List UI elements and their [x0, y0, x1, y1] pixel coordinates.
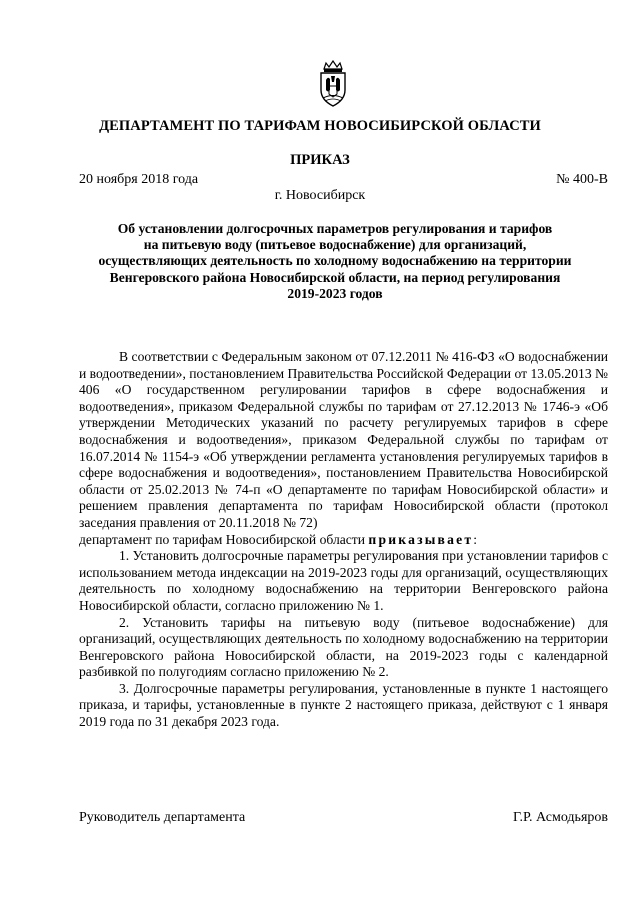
subject-line: осуществляющих деятельность по холодному водоснабжению на территории	[98, 253, 572, 269]
item-2-paragraph: 2. Установить тарифы на питьевую воду (питьевое водоснабжение) для организаций, осуществляющих деятельность по холодному водоснабжению на территории Венгеровского района Новосибирской области, на 2019-2023 годы с календарной разбивкой по полугодиям согласно приложению № 2.	[79, 614, 608, 680]
coat-of-arms-icon	[313, 60, 353, 108]
signatory-name: Г.Р. Асмодьяров	[512, 810, 608, 825]
order-subject	[70, 221, 600, 302]
order-city: г. Новосибирск	[274, 188, 366, 203]
preamble-paragraph: В соответствии с Федеральным законом от 07.12.2011 № 416-ФЗ «О водоснабжении и водоотведении», постановлением Правительства Российской Федерации от 13.05.2013 № 406 «О государственном регулировании тарифов в сфере водоснабжения и водоотведения», приказом Федеральной службы по тарифам от 27.12.2013 № 1746-э «Об утверждении Методических указаний по расчету регулируемых тарифов в сфере водоснабжения и водоотведения», приказом Федеральной службы по тарифам от 16.07.2014 № 1154-э «Об утверждении регламента установления регулируемых тарифов в сфере водоснабжения и водоотведения», постановлением Правительства Новосибирской области от 25.02.2013 № 74-п «О департаменте по тарифам Новосибирской области» и решением правления департамента по тарифам Новосибирской области (протокол заседания правления от 20.11.2018 № 72)	[79, 349, 608, 530]
orders-line	[79, 532, 608, 549]
orders-suffix: :	[473, 531, 477, 547]
order-date: 20 ноября 2018 года	[79, 172, 199, 187]
orders-word: приказывает	[368, 531, 474, 547]
item-3-paragraph: 3. Долгосрочные параметры регулирования, установленные в пункте 1 настоящего приказа, и тарифы, установленные в пункте 2 настоящего приказа, действуют с 1 января 2019 года по 31 декабря 2023 года.	[79, 680, 608, 730]
orders-prefix: департамент по тарифам Новосибирской области	[79, 531, 369, 547]
order-number: № 400-В	[556, 172, 608, 187]
department-name: ДЕПАРТАМЕНТ ПО ТАРИФАМ НОВОСИБИРСКОЙ ОБЛАСТИ	[99, 118, 541, 134]
subject-line: на питьевую воду (питьевое водоснабжение) для организаций,	[143, 237, 527, 253]
order-body	[79, 349, 608, 731]
subject-line: 2019-2023 годов	[287, 285, 383, 301]
signatory-position: Руководитель департамента	[79, 810, 246, 825]
subject-line: Венгеровского района Новосибирской области, на период регулирования	[109, 269, 561, 285]
subject-line: Об установлении долгосрочных параметров регулирования и тарифов	[117, 221, 553, 236]
item-1-paragraph: 1. Установить долгосрочные параметры регулирования при установлении тарифов с использованием метода индексации на 2019-2023 годы для организаций, осуществляющих деятельность по холодному водоснабжению на территории Венгеровского района Новосибирской области, согласно приложению № 1.	[79, 548, 608, 613]
order-title: ПРИКАЗ	[290, 152, 350, 168]
